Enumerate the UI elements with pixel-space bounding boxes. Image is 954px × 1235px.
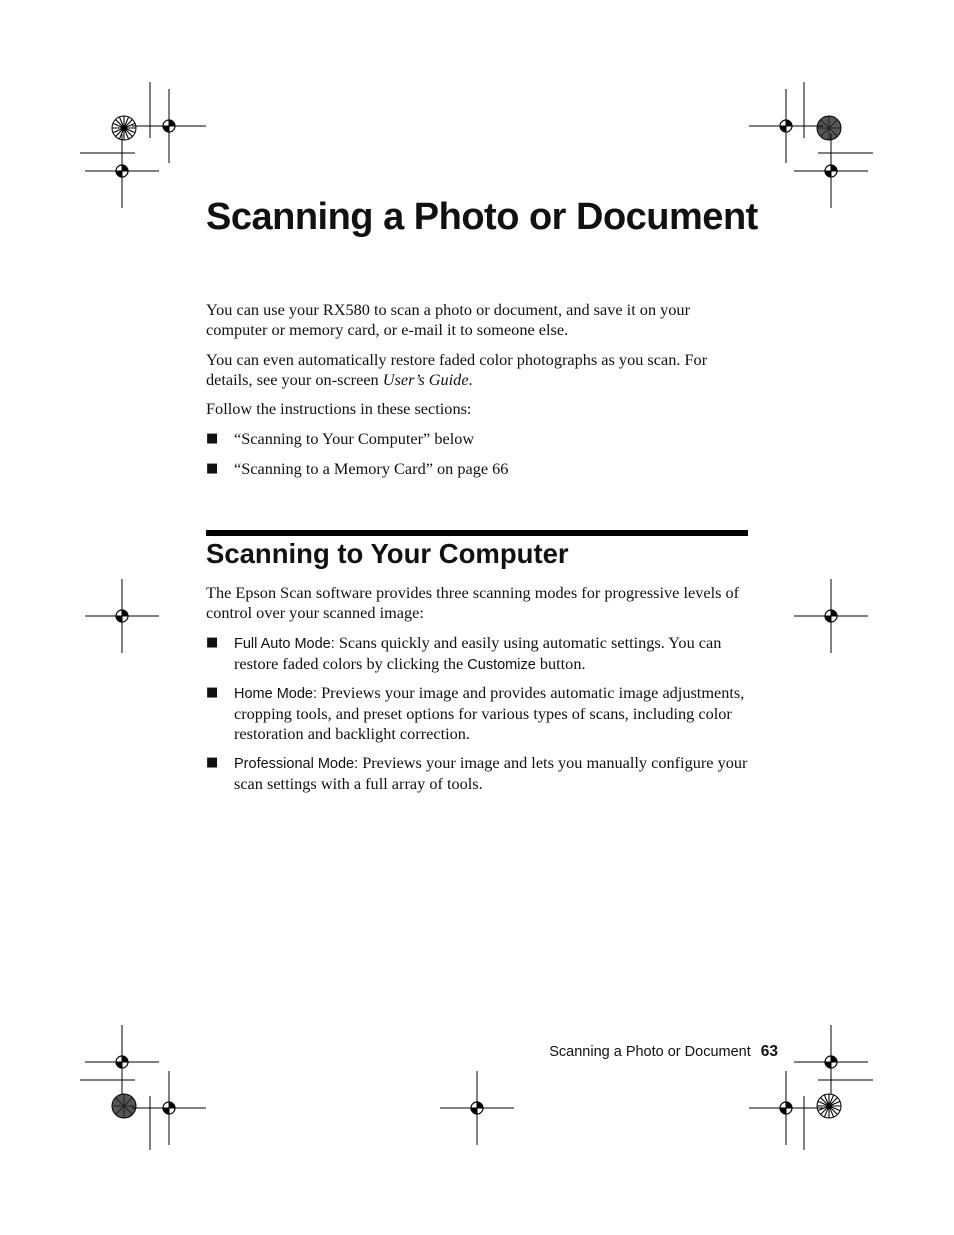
customize-button-name: Customize xyxy=(467,657,536,673)
mode-text-full-auto-end: button. xyxy=(535,654,586,673)
bottom-center-marks xyxy=(440,1071,514,1145)
list-item xyxy=(206,683,751,744)
section-heading: Scanning to Your Computer xyxy=(206,538,569,569)
running-title: Scanning a Photo or Document xyxy=(549,1044,751,1060)
intro-paragraph-3: Follow the instructions in these sections: xyxy=(206,399,472,418)
list-item xyxy=(206,633,751,675)
square-bullet-icon: ■ xyxy=(206,635,219,650)
mode-description-home xyxy=(234,683,751,744)
square-bullet-icon: ■ xyxy=(206,461,219,476)
mode-name-professional: Professional Mode: xyxy=(234,756,359,772)
mode-description-professional xyxy=(234,753,751,794)
top-left-marks xyxy=(80,82,206,208)
middle-right-marks xyxy=(794,579,868,653)
intro-2-text: You can even automatically restore faded color photographs as you scan. For details, see your on-screen xyxy=(206,350,708,389)
middle-left-marks xyxy=(85,579,159,653)
square-bullet-icon: ■ xyxy=(206,685,219,700)
list-item xyxy=(206,429,751,449)
list-item xyxy=(206,459,751,479)
list-item xyxy=(206,753,751,794)
intro-2-end: . xyxy=(468,370,473,389)
section-link-memory-card[interactable]: “Scanning to a Memory Card” on page 66 xyxy=(234,459,509,478)
section-divider xyxy=(206,530,748,536)
mode-description-full-auto xyxy=(234,633,751,675)
section-intro: The Epson Scan software provides three scanning modes for progressive levels of control over your scanned image: xyxy=(206,583,740,622)
top-right-marks xyxy=(749,82,873,208)
bottom-left-marks xyxy=(80,1025,206,1150)
section-link-computer[interactable]: “Scanning to Your Computer” below xyxy=(234,429,475,448)
intro-paragraph-1: You can use your RX580 to scan a photo or document, and save it on your computer or memory card, or e-mail it to someone else. xyxy=(206,300,690,339)
mode-name-full-auto: Full Auto Mode: xyxy=(234,636,335,652)
users-guide-reference: User’s Guide xyxy=(382,370,469,389)
page-footer xyxy=(549,1043,778,1061)
mode-text-home: Previews your image and provides automatic image adjustments, cropping tools, and preset options for various types of scans, including color restoration and backlight correction. xyxy=(234,683,745,743)
page-title: Scanning a Photo or Document xyxy=(206,196,758,238)
page-number: 63 xyxy=(760,1043,778,1060)
mode-text-full-auto: Scans quickly and easily using automatic settings. You can restore faded colors by clicking the xyxy=(234,633,722,673)
mode-text-professional: Previews your image and lets you manually configure your scan settings with a full array of tools. xyxy=(234,753,748,793)
square-bullet-icon: ■ xyxy=(206,431,219,446)
mode-name-home: Home Mode: xyxy=(234,686,318,702)
intro-paragraph-2 xyxy=(206,350,751,390)
square-bullet-icon: ■ xyxy=(206,755,219,770)
